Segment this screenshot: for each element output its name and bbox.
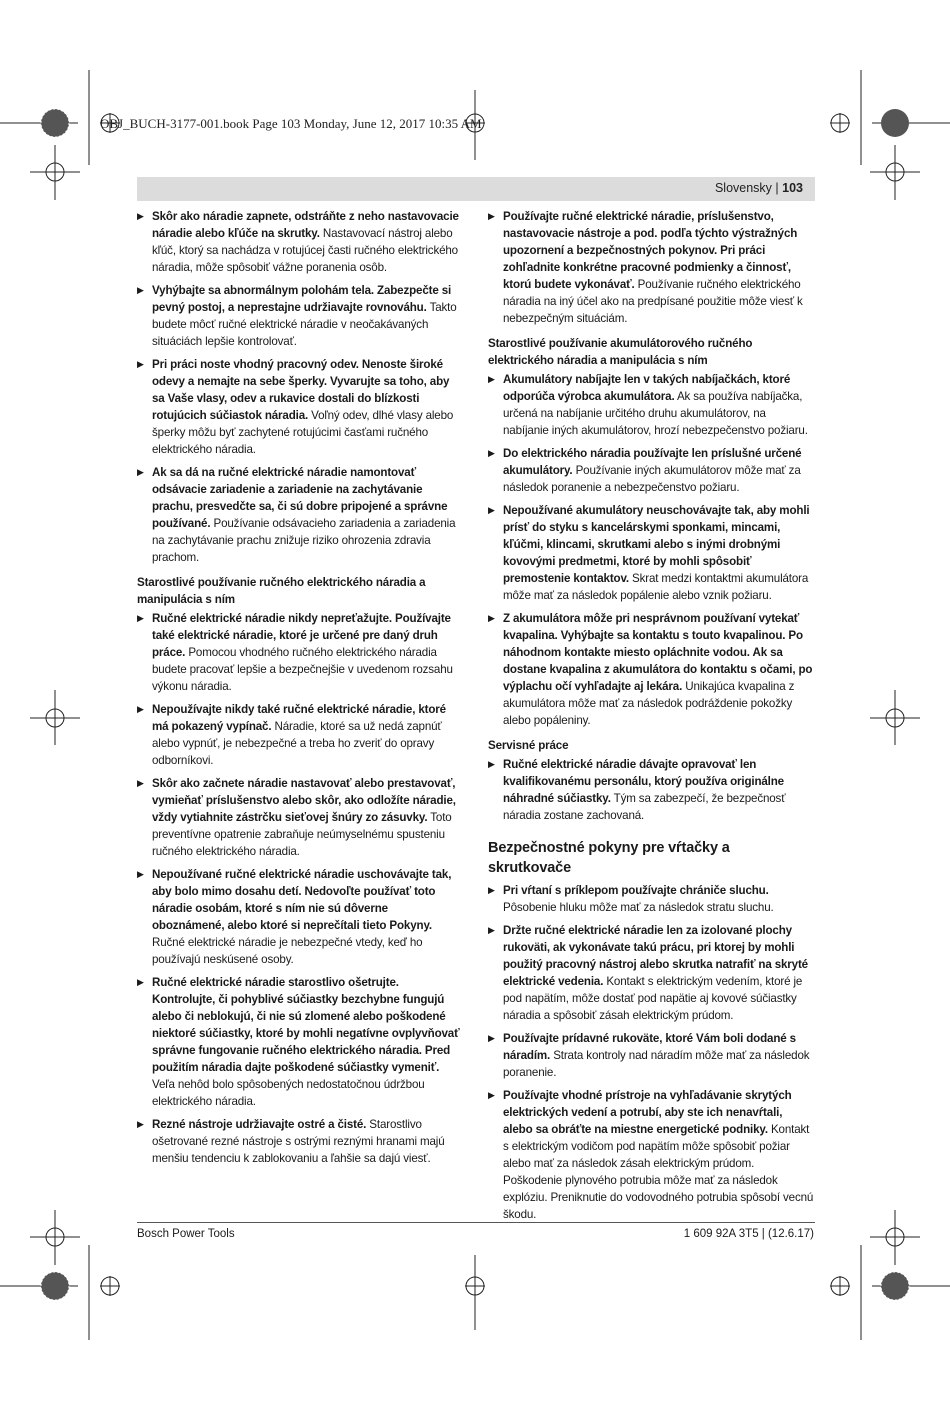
bullet-item xyxy=(137,356,463,458)
bullet-item-text: Starostlivo ošetrované rezné nástroje s ostrými reznými hranami majú menšiu tendenciu k zablokovaniu a ľahšie sa dajú viesť. xyxy=(152,1118,445,1165)
bullet-item-text: Pomocou vhodného ručného elektrického náradia budete pracovať lepšie a bezpečnejšie v uvedenom rozsahu výkonu náradia. xyxy=(152,646,453,693)
right-column xyxy=(488,208,814,1229)
bullet-item-text: Používanie iných akumulátorov môže mať za následok poranenie a nebezpečenstvo požiaru. xyxy=(503,464,801,494)
bullet-item xyxy=(137,1116,463,1167)
bullet-item-text: Takto budete môcť ručné elektrické náradie v neočakávaných situáciách lepšie kontrolovať. xyxy=(152,301,457,348)
bullet-item xyxy=(488,756,814,824)
bullet-item xyxy=(488,208,814,327)
bullet-item xyxy=(488,610,814,729)
bullet-item xyxy=(488,445,814,496)
bullet-item-bold: Ak sa dá na ručné elektrické náradie namontovať odsávacie zariadenie a zariadenie na zachytávanie prachu, presvedčte sa, či sú dobre pripojené a správne používané. xyxy=(152,466,448,530)
bullet-item xyxy=(137,974,463,1110)
bullet-item xyxy=(137,208,463,276)
bullet-item-bold: Vyhýbajte sa abnormálnym polohám tela. Zabezpečte si pevný postoj, a neprestajne udržiavajte rovnováhu. xyxy=(152,284,452,314)
bullet-item-text: Používanie ručného elektrického náradia na iný účel ako na predpísané použitie môže viesť k nebezpečným situáciám. xyxy=(503,278,803,325)
bullet-item-bold: Držte ručné elektrické náradie len za izolované plochy rukoväti, ak vykonávate takú prácu, pri ktorej by mohli použitý pracovný nástroj alebo skrutka natrafiť na skryté elektrické vedenia. xyxy=(503,924,808,988)
bullet-item xyxy=(488,502,814,604)
bullet-item-bold: Pri vŕtaní s príklepom používajte chrániče sluchu. xyxy=(503,884,769,897)
bullet-item-text: Veľa nehôd bolo spôsobených nedostatočnou údržbou elektrického náradia. xyxy=(152,1078,425,1108)
bullet-item-bold: Používajte prídavné rukoväte, ktoré Vám boli dodané s náradím. xyxy=(503,1032,796,1062)
footer-rule xyxy=(137,1222,815,1223)
bullet-item-text: Ručné elektrické náradie je nebezpečné vtedy, keď ho používajú neskúsené osoby. xyxy=(152,936,423,966)
bullet-item xyxy=(137,775,463,860)
bullet-item-text: Strata kontroly nad náradím môže mať za následok poranenie. xyxy=(503,1049,810,1079)
bullet-item-bold: Ručné elektrické náradie nikdy nepreťažujte. Používajte také elektrické náradie, ktoré je určené pre daný druh práce. xyxy=(152,612,451,659)
bullet-item-text: Tým sa zabezpečí, že bezpečnosť náradia zostane zachovaná. xyxy=(503,792,786,822)
bullet-item-bold: Ručné elektrické náradie starostlivo ošetrujte. Kontrolujte, či pohyblivé súčiastky bezchybne fungujú alebo či neblokujú, či nie sú zlomené alebo poškodené niektoré súčiastky, ktoré by mohli negatívne ovplyvňovať správne fungovanie ručného elektrického náradia. Pred použitím náradia dajte poškodené súčiastky vymeniť. xyxy=(152,976,460,1074)
bullet-item xyxy=(488,1030,814,1081)
bullet-item-text: Náradie, ktoré sa už nedá zapnúť alebo vypnúť, je nebezpečné a treba ho zveriť do opravy odborníkovi. xyxy=(152,720,442,767)
bullet-item xyxy=(488,922,814,1024)
bullet-item-bold: Do elektrického náradia používajte len príslušné určené akumulátory. xyxy=(503,447,802,477)
book-slug-line: OBJ_BUCH-3177-001.book Page 103 Monday, June 12, 2017 10:35 AM xyxy=(100,116,482,131)
bullet-item-bold: Ručné elektrické náradie dávajte opravovať len kvalifikovanému personálu, ktorý používa originálne náhradné súčiastky. xyxy=(503,758,784,805)
bullet-item-bold: Skôr ako začnete náradie nastavovať alebo prestavovať, vymieňať príslušenstvo alebo skôr, ako odložíte náradie, vždy vytiahnite zástrčku sieťovej šnúry zo zásuvky. xyxy=(152,777,456,824)
bullet-item-bold: Pri práci noste vhodný pracovný odev. Nenoste široké odevy a nemajte na sebe šperky. Vyvarujte sa toho, aby sa Vaše vlasy, odev a rukavice dostali do blízkosti rotujúcich súčiastok náradia. xyxy=(152,358,450,422)
bullet-item xyxy=(137,610,463,695)
page-number: 103 xyxy=(782,181,803,195)
bullet-item xyxy=(137,464,463,566)
bullet-item xyxy=(488,371,814,439)
left-column xyxy=(137,208,463,1173)
bullet-item-bold: Nepoužívajte nikdy také ručné elektrické náradie, ktoré má pokazený vypínač. xyxy=(152,703,446,733)
bullet-item-text: Nastavovací nástroj alebo kľúč, ktorý sa nachádza v rotujúcej časti ručného elektrického náradia, môže spôsobiť vážne poranenia osôb. xyxy=(152,227,458,274)
bullet-item xyxy=(137,866,463,968)
footer-doc-number: 1 609 92A 3T5 | (12.6.17) xyxy=(683,1228,814,1240)
bullet-item-text: Ak sa používa nabíjačka, určená na nabíjanie určitého druhu akumulátorov, na nabíjanie iných akumulátorov, hrozí nebezpečenstvo požiaru. xyxy=(503,390,808,437)
bullet-item xyxy=(488,1087,814,1223)
page-header-bar xyxy=(137,177,815,201)
page-header xyxy=(715,181,803,195)
bullet-item-text: Kontakt s elektrickým vodičom pod napätím môže spôsobiť požiar alebo mať za následok zásah elektrickým prúdom. Poškodenie plynového potrubia môže mať za následok explóziu. Preniknutie do vodovodného potrubia spôsobí vecnú škodu. xyxy=(503,1123,814,1221)
bullet-item-bold: Používajte vhodné prístroje na vyhľadávanie skrytých elektrických vedení a potrubí, aby ste ich nenavŕtali, alebo sa obráťte na miestne energetické podniky. xyxy=(503,1089,792,1136)
bullet-item-bold: Akumulátory nabíjajte len v takých nabíjačkách, ktoré odporúča výrobca akumulátora. xyxy=(503,373,791,403)
subheading: Servisné práce xyxy=(488,739,569,752)
bullet-item xyxy=(137,701,463,769)
subheading: Starostlivé používanie ručného elektrického náradia a manipulácia s ním xyxy=(137,576,426,606)
header-separator: | xyxy=(771,181,783,195)
section-title: Bezpečnostné pokyny pre vŕtačky a skrutkovače xyxy=(488,840,730,876)
header-language: Slovensky xyxy=(714,181,772,195)
footer-brand: Bosch Power Tools xyxy=(137,1228,235,1240)
bullet-item-text: Skrat medzi kontaktmi akumulátora môže mať za následok popálenie alebo vznik požiaru. xyxy=(503,572,809,602)
bullet-item-text: Pôsobenie hluku môže mať za následok stratu sluchu. xyxy=(503,901,774,914)
bullet-item-bold: Nepoužívané akumulátory neuschovávajte tak, aby mohli prísť do styku s kancelárskymi sponkami, mincami, kľúčmi, klincami, skrutkami alebo s inými drobnými kovovými predmetmi, ktoré by mohli spôsobiť premostenie kontaktov. xyxy=(503,504,810,585)
bullet-item-bold: Rezné nástroje udržiavajte ostré a čisté. xyxy=(152,1118,367,1131)
bullet-item-text: Voľný odev, dlhé vlasy alebo šperky môžu byť zachytené rotujúcimi časťami ručného elektrického náradia. xyxy=(152,409,454,456)
bullet-item-bold: Z akumulátora môže pri nesprávnom používaní vytekať kvapalina. Vyhýbajte sa kontaktu s touto kvapalinou. Po náhodnom kontakte miesto opláchnite vodou. Ak sa dostane kvapalina z akumulátora do kontaktu s očami, po výplachu očí vyhľadajte aj lekára. xyxy=(503,612,813,693)
bullet-item xyxy=(488,882,814,916)
bullet-item-bold: Používajte ručné elektrické náradie, príslušenstvo, nastavovacie nástroje a pod. podľa týchto výstražných upozornení a bezpečnostných pokynov. Pri práci zohľadnite konkrétne pracovné podmienky a činnosť, ktorú budete vykonávať. xyxy=(503,210,798,291)
bullet-item xyxy=(137,282,463,350)
bullet-item-text: Unikajúca kvapalina z akumulátora môže mať za následok podráždenie pokožky alebo popáleniny. xyxy=(503,680,795,727)
bullet-item-bold: Skôr ako náradie zapnete, odstráňte z neho nastavovacie náradie alebo kľúče na skrutky. xyxy=(152,210,459,240)
bullet-item-bold: Nepoužívané ručné elektrické náradie uschovávajte tak, aby bolo mimo dosahu detí. Nedovoľte používať toto náradie osobám, ktoré s ním nie sú dôverne oboznámené, alebo ktoré si neprečítali tieto Pokyny. xyxy=(152,868,452,932)
bullet-item-text: Toto preventívne opatrenie zabraňuje neúmyselnému spusteniu ručného elektrického náradia. xyxy=(152,811,452,858)
bullet-item-text: Používanie odsávacieho zariadenia a zariadenia na zachytávanie prachu znižuje riziko ohrozenia zdravia prachom. xyxy=(152,517,456,564)
bullet-item-text: Kontakt s elektrickým vedením, ktoré je pod napätím, môže dostať pod napätie aj kovové súčiastky náradia a spôsobiť zásah elektrickým prúdom. xyxy=(503,975,803,1022)
subheading: Starostlivé používanie akumulátorového ručného elektrického náradia a manipulácia s ním xyxy=(488,337,753,367)
